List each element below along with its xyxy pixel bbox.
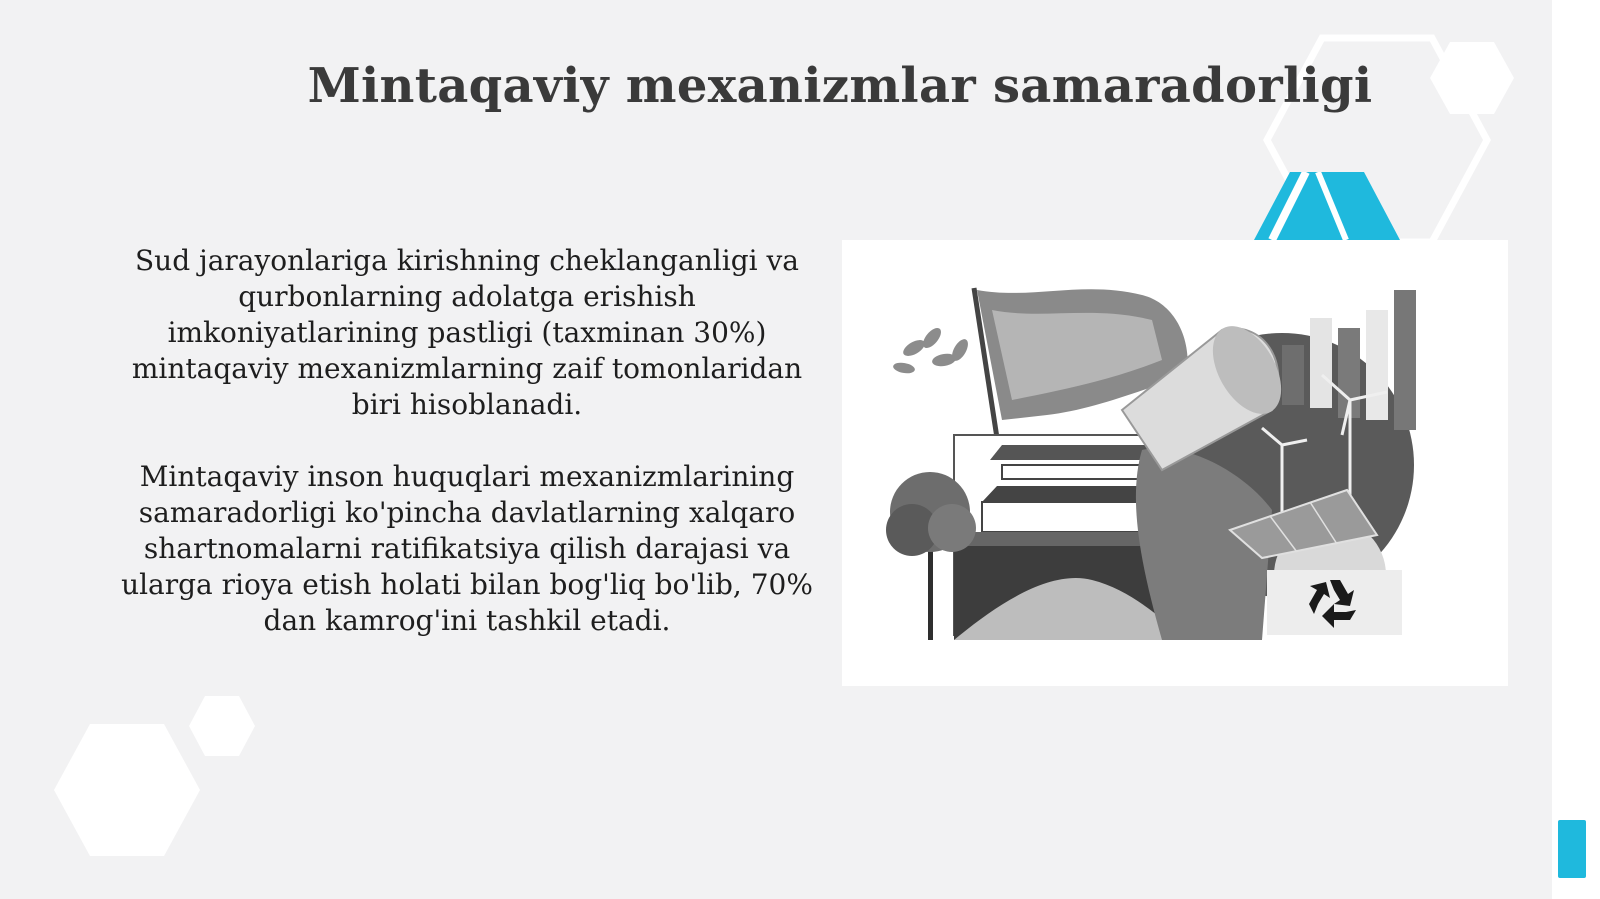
slide-body (112, 243, 822, 639)
slide-title: Mintaqaviy mexanizmlar samaradorligi (307, 58, 1373, 114)
hexagon-decoration-small (188, 695, 256, 757)
collage-illustration (842, 240, 1508, 686)
leaf-branch-icon (892, 325, 971, 375)
hexagon-decoration-large (52, 722, 202, 858)
paragraph-1: Sud jarayonlariga kirishning cheklanganligi va qurbonlarning adolatga erishish imkoniyatlarining pastligi (taxminan 30%) mintaqaviy mexanizmlarning zaif tomonlaridan biri hisoblanadi. (131, 244, 803, 421)
scroll-handle[interactable] (1558, 820, 1586, 878)
accent-shape (1254, 172, 1400, 240)
right-edge-panel (1552, 0, 1600, 899)
paragraph-2: Mintaqaviy inson huquqlari mexanizmlarining samaradorligi ko'pincha davlatlarning xalqaro shartnomalarni ratifikatsiya qilish darajasi va ularga rioya etish holati bilan bog'liq bo'lib, 70% dan kamrog'ini tashkil etadi. (121, 460, 813, 637)
